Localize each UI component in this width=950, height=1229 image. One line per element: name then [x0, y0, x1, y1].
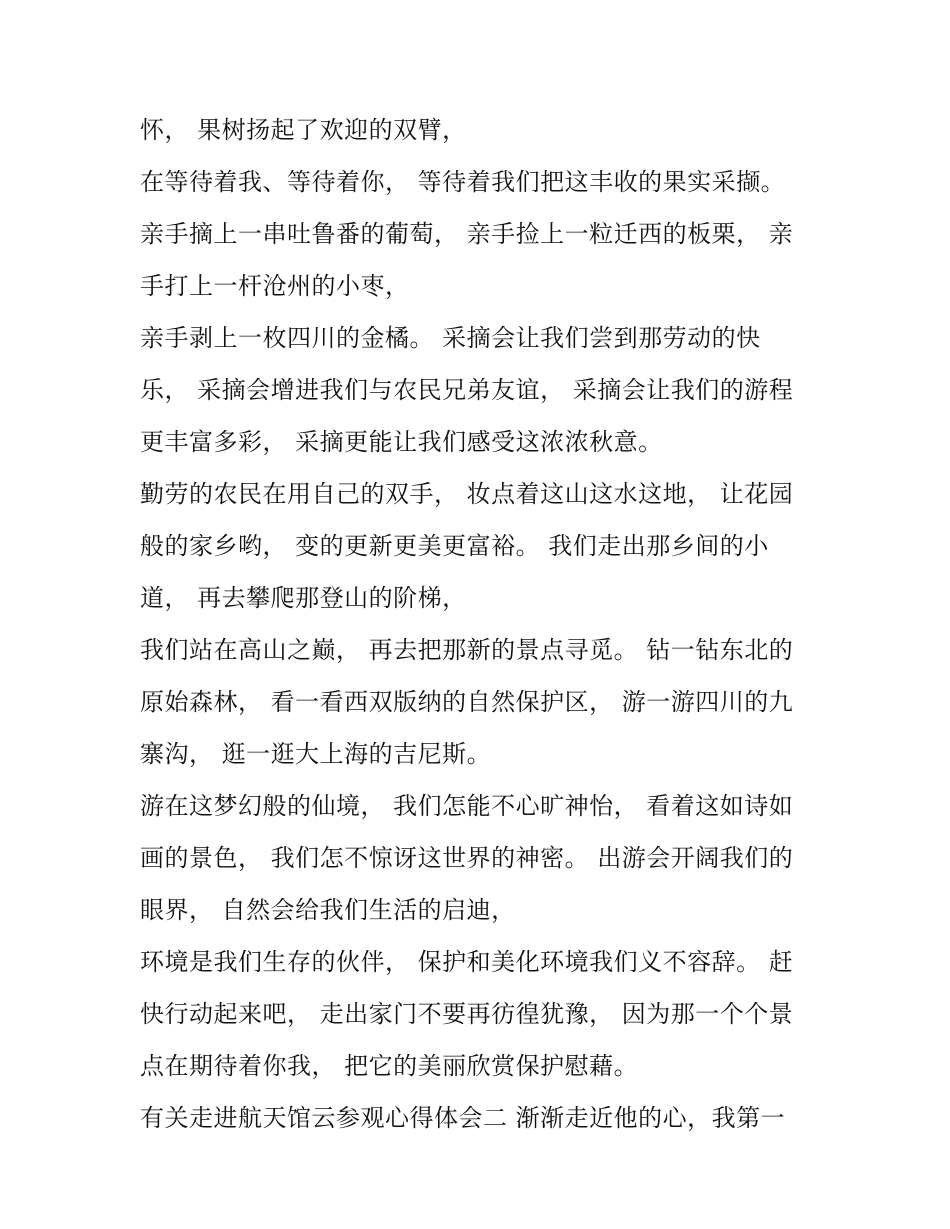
- text-line-11: 我们站在高山之巅， 再去把那新的景点寻觅。 钻一钻东北的: [140, 636, 794, 664]
- body-text: [140, 104, 820, 1144]
- text-line-7: 更丰富多彩， 采摘更能让我们感受这浓浓秋意。: [140, 428, 663, 456]
- text-line-17: 环境是我们生存的伙伴， 保护和美化环境我们义不容辞。 赶: [140, 948, 794, 976]
- text-line-15: 画的景色， 我们怎不惊讶这世界的神密。 出游会开阔我们的: [140, 844, 794, 872]
- text-line-10: 道， 再去攀爬那登山的阶梯，: [140, 584, 467, 612]
- text-line-4: 手打上一杆沧州的小枣，: [140, 272, 410, 300]
- text-line-19: 点在期待着你我， 把它的美丽欣赏保护慰藉。: [140, 1052, 639, 1080]
- text-line-8: 勤劳的农民在用自己的双手， 妆点着这山这水这地， 让花园: [140, 480, 794, 508]
- text-line-12: 原始森林， 看一看西双版纳的自然保护区， 游一游四川的九: [140, 688, 794, 716]
- text-line-9: 般的家乡哟， 变的更新更美更富裕。 我们走出那乡间的小: [140, 532, 769, 560]
- text-line-16: 眼界， 自然会给我们生活的启迪，: [140, 896, 516, 924]
- text-line-18: 快行动起来吧， 走出家门不要再彷徨犹豫， 因为那一个个景: [140, 1000, 794, 1028]
- text-line-14: 游在这梦幻般的仙境， 我们怎能不心旷神怡， 看着这如诗如: [140, 792, 794, 820]
- text-line-2: 在等待着我、等待着你， 等待着我们把这丰收的果实采撷。: [140, 168, 786, 196]
- text-line-1: 怀， 果树扬起了欢迎的双臂，: [140, 116, 467, 144]
- text-line-20: 有关走进航天馆云参观心得体会二 渐渐走近他的心，我第一: [140, 1104, 786, 1132]
- text-line-3: 亲手摘上一串吐鲁番的葡萄， 亲手捡上一粒迁西的板栗， 亲: [140, 220, 794, 248]
- text-line-6: 乐， 采摘会增进我们与农民兄弟友谊， 采摘会让我们的游程: [140, 376, 794, 404]
- text-line-13: 寨沟， 逛一逛大上海的吉尼斯。: [140, 740, 492, 768]
- text-line-5: 亲手剥上一枚四川的金橘。 采摘会让我们尝到那劳动的快: [140, 324, 761, 352]
